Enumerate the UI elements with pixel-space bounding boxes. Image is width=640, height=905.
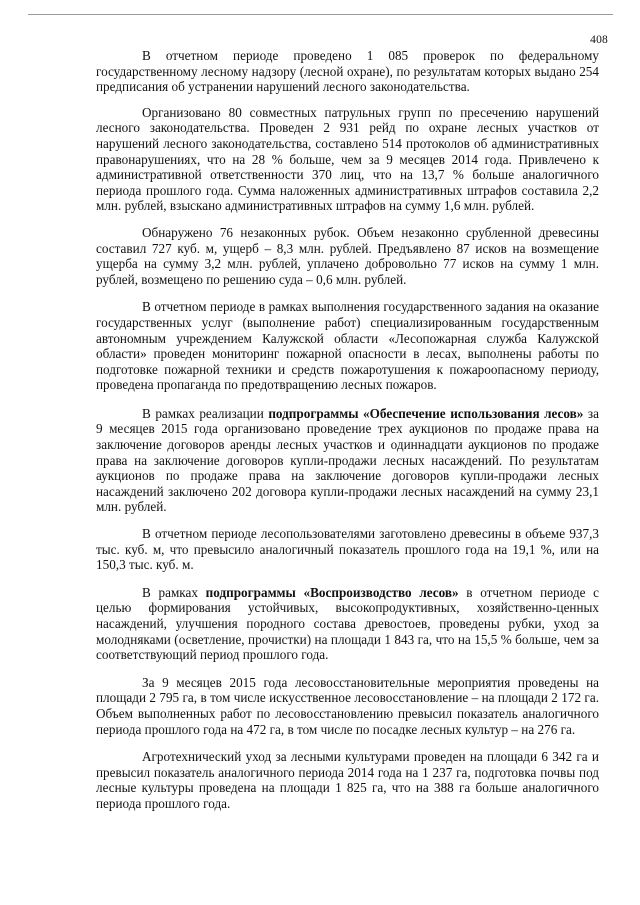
paragraph-rest: за 9 месяцев 2015 года организовано проведение трех аукционов по продаже права на заключение договоров аренды лесных участков и одиннадцати аукционов по продаже права на заключение договоров купли-продажи лесных насаждений. По результатам аукционов по продаже права на заключение договоров купли-продажи лесных насаждений заключено 202 договора купли-продажи лесных насаждений на сумму 23,1 млн. рублей. [96,405,599,515]
page-number: 408 [590,34,608,46]
subprogram-title-reproduction: подпрограммы «Воспроизводство лесов» [205,584,459,600]
paragraph-fire-service: В отчетном периоде в рамках выполнения государственного задания на оказание государственных услуг (выполнение работ) специализированным государственным автономным учреждением Калужской области «Лесопожарная служба Калужской области» проведен мониторинг пожарной опасности в лесах, выполнены работы по подготовке пожарной техники и средств пожаротушения к пожароопасному периоду, проведена пропаганда по предотвращению лесных пожаров. [96,299,599,393]
paragraph-lead: В рамках [142,584,206,600]
paragraph-forest-supervision: В отчетном периоде проведено 1 085 проверок по федеральному государственному лесному надзору (лесной охране), по результатам которых выдано 254 предписания об устранении нарушений лесного законодательства. [96,48,599,95]
paragraph-reproduction-subprogram [96,585,599,663]
subprogram-title-forest-use: подпрограммы «Обеспечение использования лесов» [268,405,584,421]
document-body [96,48,599,820]
paragraph-forest-use-subprogram [96,406,599,515]
paragraph-timber-harvest: В отчетном периоде лесопользователями заготовлено древесины в объеме 937,3 тыс. куб. м, что превысило аналогичный показатель прошлого года на 19,1 %, или на 150,3 тыс. куб. м. [96,526,599,573]
paragraph-lead: В рамках реализации [142,405,269,421]
scan-edge-line [28,14,613,15]
paragraph-rest: в отчетном периоде с целью формирования устойчивых, высокопродуктивных, хозяйственно-ценных насаждений, улучшения породного состава древостоев, проведены рубки, уход за молодняками (осветление, прочистки) на площади 1 843 га, что на 15,5 % больше, чем за соответствующий период прошлого года. [96,584,599,663]
paragraph-illegal-logging: Обнаружено 76 незаконных рубок. Объем незаконно срубленной древесины составил 727 куб. м, ущерб – 8,3 млн. рублей. Предъявлено 87 исков на возмещение ущерба на сумму 3,2 млн. рублей, уплачено добровольно 77 исков на сумму 1 млн. рублей, возмещено по решению суда – 0,6 млн. рублей. [96,224,599,287]
paragraph-agrotechnical-care: Агротехнический уход за лесными культурами проведен на площади 6 342 га и превысил показатель аналогичного периода 2014 года на 1 237 га, подготовка почвы под лесные культуры проведена на площади 1 825 га, что на 388 га больше аналогичного периода прошлого года. [96,749,599,811]
paragraph-reforestation: За 9 месяцев 2015 года лесовосстановительные мероприятия проведены на площади 2 795 га, в том числе искусственное лесовосстановление – на площади 2 172 га. Объем выполненных работ по лесовосстановлению превысил показатель аналогичного периода прошлого года на 472 га, в том числе по посадке лесных культур – на 276 га. [96,674,599,737]
paragraph-patrol-groups: Организовано 80 совместных патрульных групп по пресечению нарушений лесного законодательства. Проведен 2 931 рейд по охране лесных участков от нарушений лесного законодательства, составлено 514 протоколов об административных правонарушениях, что на 28 % больше, чем за 9 месяцев 2014 года. Привлечено к административной ответственности 370 лиц, что на 13,7 % больше аналогичного периода прошлого года. Сумма наложенных административных штрафов составила 2,2 млн. рублей, взыскано административных штрафов на сумму 1,6 млн. рублей. [96,104,599,214]
